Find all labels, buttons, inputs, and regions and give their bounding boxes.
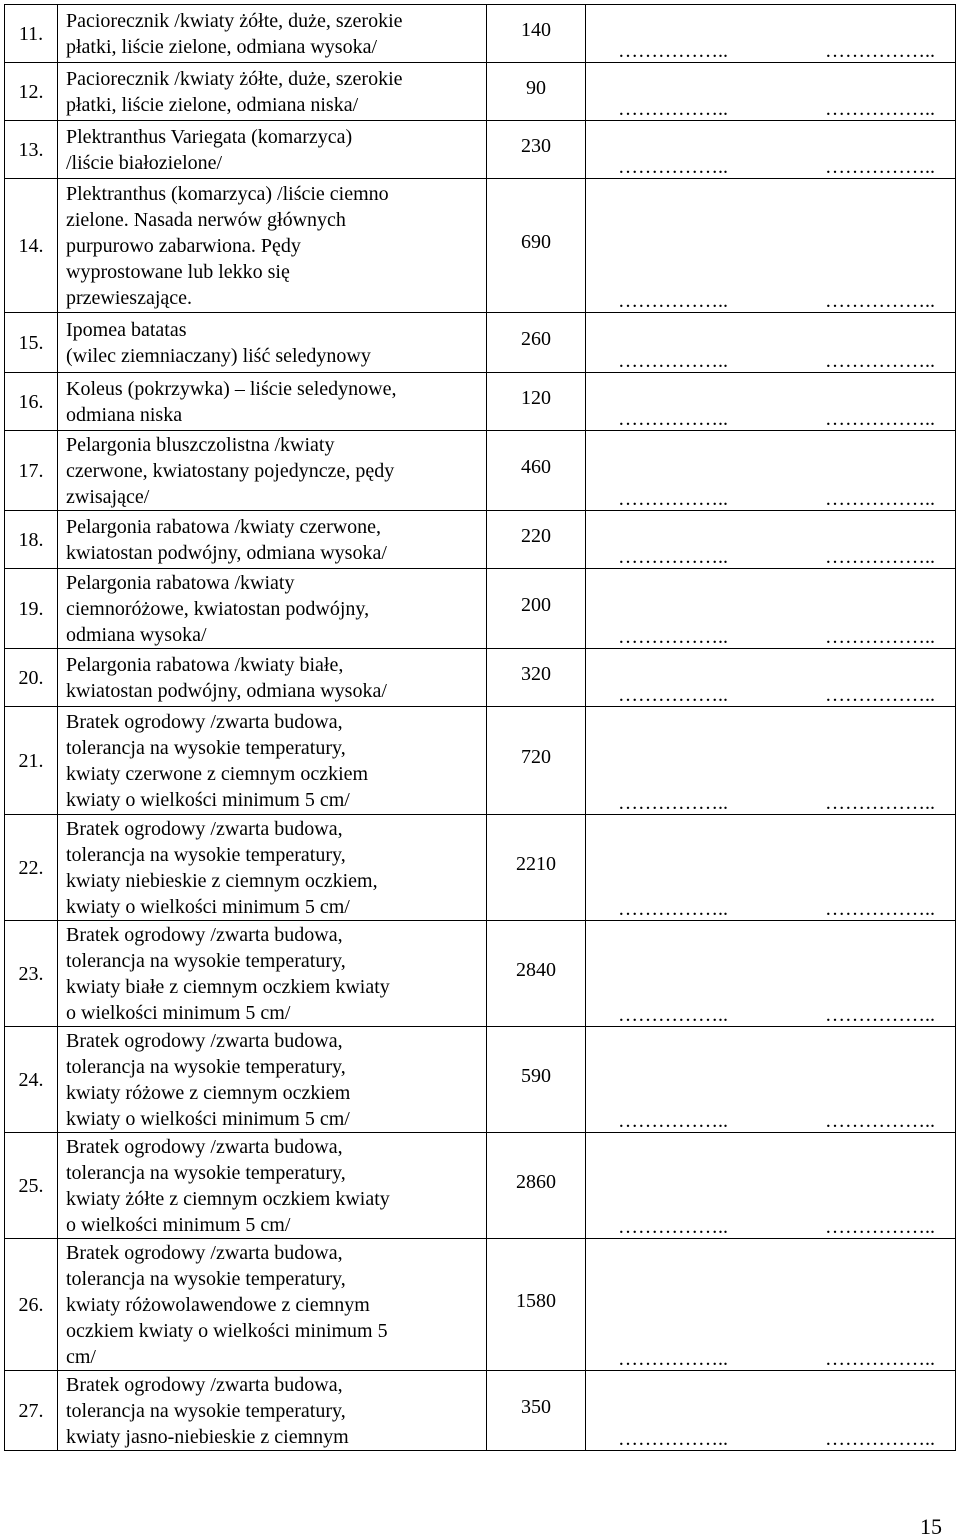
item-quantity: 350 xyxy=(487,1367,586,1447)
item-description xyxy=(58,431,487,511)
description-line: kwiaty czerwone z ciemnym oczkiem xyxy=(66,762,369,785)
unit-price-blank[interactable]: …………….. xyxy=(618,1110,728,1132)
price-fill-area xyxy=(586,431,956,511)
description-line: Paciorecznik /kwiaty żółte, duże, szerokie xyxy=(66,9,403,32)
item-quantity: 690 xyxy=(487,175,586,309)
row-number: 26. xyxy=(5,1239,58,1371)
table-row xyxy=(5,815,956,921)
price-fill-area xyxy=(586,121,956,179)
item-description xyxy=(58,707,487,815)
total-value-blank[interactable]: …………….. xyxy=(825,40,935,62)
description-line: kwiaty o wielkości minimum 5 cm/ xyxy=(66,788,350,811)
unit-price-blank[interactable]: …………….. xyxy=(618,1216,728,1238)
description-line: kwiatostan podwójny, odmiana wysoka/ xyxy=(66,541,387,564)
item-description xyxy=(58,1371,487,1451)
row-number: 20. xyxy=(5,649,58,707)
unit-price-blank[interactable]: …………….. xyxy=(618,1348,728,1370)
row-number: 15. xyxy=(5,313,58,373)
description-line: kwiaty o wielkości minimum 5 cm/ xyxy=(66,1107,350,1130)
table-row xyxy=(5,5,956,63)
row-number: 21. xyxy=(5,707,58,815)
description-line: kwiaty różowe z ciemnym oczkiem xyxy=(66,1081,351,1104)
description-line: płatki, liście zielone, odmiana wysoka/ xyxy=(66,35,378,58)
total-value-blank[interactable]: …………….. xyxy=(825,1348,935,1370)
description-line: tolerancja na wysokie temperatury, xyxy=(66,1055,346,1078)
table-row xyxy=(5,1239,956,1371)
price-fill-area xyxy=(586,1027,956,1133)
row-number: 13. xyxy=(5,121,58,179)
table-row xyxy=(5,63,956,121)
item-quantity: 140 xyxy=(487,1,586,59)
row-number: 12. xyxy=(5,63,58,121)
description-line: tolerancja na wysokie temperatury, xyxy=(66,949,346,972)
description-line: (wilec ziemniaczany) liść seledynowy xyxy=(66,344,371,367)
price-fill-area xyxy=(586,373,956,431)
item-quantity: 590 xyxy=(487,1023,586,1129)
description-line: kwiaty żółte z ciemnym oczkiem kwiaty xyxy=(66,1187,390,1210)
item-description xyxy=(58,63,487,121)
table-row xyxy=(5,373,956,431)
description-line: odmiana wysoka/ xyxy=(66,623,207,646)
description-line: kwiaty różowolawendowe z ciemnym xyxy=(66,1293,370,1316)
total-value-blank[interactable]: …………….. xyxy=(825,1216,935,1238)
table-row xyxy=(5,431,956,511)
total-value-blank[interactable]: …………….. xyxy=(825,156,935,178)
item-quantity: 2860 xyxy=(487,1129,586,1235)
table-row xyxy=(5,511,956,569)
description-line: Plektranthus Variegata (komarzyca) xyxy=(66,125,353,148)
total-value-blank[interactable]: …………….. xyxy=(825,488,935,510)
description-line: odmiana niska xyxy=(66,403,183,426)
total-value-blank[interactable]: …………….. xyxy=(825,1110,935,1132)
item-quantity: 460 xyxy=(487,427,586,507)
item-description xyxy=(58,179,487,313)
item-quantity: 260 xyxy=(487,309,586,369)
description-line: Pelargonia rabatowa /kwiaty xyxy=(66,571,295,594)
item-quantity: 220 xyxy=(487,507,586,565)
description-line: cm/ xyxy=(66,1345,96,1368)
price-fill-area xyxy=(586,649,956,707)
price-fill-area xyxy=(586,5,956,63)
item-quantity: 120 xyxy=(487,369,586,427)
description-line: kwiaty niebieskie z ciemnym oczkiem, xyxy=(66,869,378,892)
item-quantity: 2840 xyxy=(487,917,586,1023)
unit-price-blank[interactable]: …………….. xyxy=(618,290,728,312)
total-value-blank[interactable]: …………….. xyxy=(825,350,935,372)
description-line: Pelargonia rabatowa /kwiaty czerwone, xyxy=(66,515,382,538)
price-fill-area xyxy=(586,313,956,373)
unit-price-blank[interactable]: …………….. xyxy=(618,792,728,814)
item-description xyxy=(58,373,487,431)
description-line: Bratek ogrodowy /zwarta budowa, xyxy=(66,1373,343,1396)
total-value-blank[interactable]: …………….. xyxy=(825,1004,935,1026)
description-line: /liście białozielone/ xyxy=(66,151,223,174)
item-quantity: 720 xyxy=(487,703,586,811)
description-line: oczkiem kwiaty o wielkości minimum 5 xyxy=(66,1319,388,1342)
description-line: o wielkości minimum 5 cm/ xyxy=(66,1213,291,1236)
row-number: 27. xyxy=(5,1371,58,1451)
table-row xyxy=(5,649,956,707)
item-quantity: 1580 xyxy=(487,1235,586,1367)
item-description xyxy=(58,569,487,649)
description-line: zwisające/ xyxy=(66,485,150,508)
description-line: tolerancja na wysokie temperatury, xyxy=(66,1399,346,1422)
item-description xyxy=(58,1239,487,1371)
item-description xyxy=(58,511,487,569)
table-row xyxy=(5,121,956,179)
item-description xyxy=(58,1133,487,1239)
description-line: przewieszające. xyxy=(66,286,193,309)
table-row xyxy=(5,569,956,649)
table-row xyxy=(5,921,956,1027)
item-description xyxy=(58,649,487,707)
table-body xyxy=(5,5,956,1451)
unit-price-blank[interactable]: …………….. xyxy=(618,488,728,510)
description-line: Bratek ogrodowy /zwarta budowa, xyxy=(66,1135,343,1158)
unit-price-blank[interactable]: …………….. xyxy=(618,684,728,706)
description-line: tolerancja na wysokie temperatury, xyxy=(66,736,346,759)
total-value-blank[interactable]: …………….. xyxy=(825,898,935,920)
order-table xyxy=(4,4,956,1451)
table-row xyxy=(5,1027,956,1133)
description-line: Plektranthus (komarzyca) /liście ciemno xyxy=(66,182,389,205)
item-quantity: 200 xyxy=(487,565,586,645)
row-number: 23. xyxy=(5,921,58,1027)
unit-price-blank[interactable]: …………….. xyxy=(618,1004,728,1026)
table-row xyxy=(5,313,956,373)
item-description xyxy=(58,921,487,1027)
description-line: Paciorecznik /kwiaty żółte, duże, szerokie xyxy=(66,67,403,90)
unit-price-blank[interactable]: …………….. xyxy=(618,626,728,648)
table-row xyxy=(5,707,956,815)
description-line: kwiatostan podwójny, odmiana wysoka/ xyxy=(66,679,387,702)
description-line: Bratek ogrodowy /zwarta budowa, xyxy=(66,923,343,946)
description-line: Ipomea batatas xyxy=(66,318,187,341)
description-line: Bratek ogrodowy /zwarta budowa, xyxy=(66,710,343,733)
description-line: Koleus (pokrzywka) – liście seledynowe, xyxy=(66,377,397,400)
row-number: 16. xyxy=(5,373,58,431)
price-fill-area xyxy=(586,63,956,121)
price-fill-area xyxy=(586,707,956,815)
row-number: 24. xyxy=(5,1027,58,1133)
row-number: 19. xyxy=(5,569,58,649)
unit-price-blank[interactable]: …………….. xyxy=(618,546,728,568)
price-fill-area xyxy=(586,1371,956,1451)
item-description xyxy=(58,1027,487,1133)
description-line: tolerancja na wysokie temperatury, xyxy=(66,1161,346,1184)
description-line: wyprostowane lub lekko się xyxy=(66,260,290,283)
description-line: kwiaty białe z ciemnym oczkiem kwiaty xyxy=(66,975,390,998)
price-fill-area xyxy=(586,921,956,1027)
description-line: Bratek ogrodowy /zwarta budowa, xyxy=(66,1241,343,1264)
unit-price-blank[interactable]: …………….. xyxy=(618,98,728,120)
item-description xyxy=(58,815,487,921)
item-description xyxy=(58,313,487,373)
unit-price-blank[interactable]: …………….. xyxy=(618,350,728,372)
row-number: 11. xyxy=(5,5,58,63)
description-line: Pelargonia bluszczolistna /kwiaty xyxy=(66,433,335,456)
description-line: Bratek ogrodowy /zwarta budowa, xyxy=(66,817,343,840)
description-line: ciemnoróżowe, kwiatostan podwójny, xyxy=(66,597,370,620)
description-line: tolerancja na wysokie temperatury, xyxy=(66,843,346,866)
row-number: 22. xyxy=(5,815,58,921)
row-number: 17. xyxy=(5,431,58,511)
description-line: kwiaty jasno-niebieskie z ciemnym xyxy=(66,1425,349,1448)
item-quantity: 320 xyxy=(487,645,586,703)
price-fill-area xyxy=(586,511,956,569)
description-line: Pelargonia rabatowa /kwiaty białe, xyxy=(66,653,344,676)
unit-price-blank[interactable]: …………….. xyxy=(618,1428,728,1450)
total-value-blank[interactable]: …………….. xyxy=(825,290,935,312)
description-line: kwiaty o wielkości minimum 5 cm/ xyxy=(66,895,350,918)
description-line: Bratek ogrodowy /zwarta budowa, xyxy=(66,1029,343,1052)
table-row xyxy=(5,179,956,313)
total-value-blank[interactable]: …………….. xyxy=(825,684,935,706)
row-number: 14. xyxy=(5,179,58,313)
price-fill-area xyxy=(586,815,956,921)
row-number: 25. xyxy=(5,1133,58,1239)
description-line: purpurowo zabarwiona. Pędy xyxy=(66,234,301,257)
unit-price-blank[interactable]: …………….. xyxy=(618,898,728,920)
total-value-blank[interactable]: …………….. xyxy=(825,1428,935,1450)
item-description xyxy=(58,121,487,179)
description-line: o wielkości minimum 5 cm/ xyxy=(66,1001,291,1024)
price-fill-area xyxy=(586,1239,956,1371)
item-quantity: 2210 xyxy=(487,811,586,917)
row-number: 18. xyxy=(5,511,58,569)
unit-price-blank[interactable]: …………….. xyxy=(618,156,728,178)
item-quantity: 230 xyxy=(487,117,586,175)
total-value-blank[interactable]: …………….. xyxy=(825,792,935,814)
total-value-blank[interactable]: …………….. xyxy=(825,546,935,568)
item-description xyxy=(58,5,487,63)
page-number: 15 xyxy=(920,1514,942,1539)
description-line: tolerancja na wysokie temperatury, xyxy=(66,1267,346,1290)
description-line: czerwone, kwiatostany pojedyncze, pędy xyxy=(66,459,395,482)
total-value-blank[interactable]: …………….. xyxy=(825,408,935,430)
table-row xyxy=(5,1371,956,1451)
total-value-blank[interactable]: …………….. xyxy=(825,626,935,648)
total-value-blank[interactable]: …………….. xyxy=(825,98,935,120)
item-quantity: 90 xyxy=(487,59,586,117)
price-fill-area xyxy=(586,1133,956,1239)
unit-price-blank[interactable]: …………….. xyxy=(618,40,728,62)
price-fill-area xyxy=(586,569,956,649)
price-fill-area xyxy=(586,179,956,313)
description-line: zielone. Nasada nerwów głównych xyxy=(66,208,346,231)
unit-price-blank[interactable]: …………….. xyxy=(618,408,728,430)
description-line: płatki, liście zielone, odmiana niska/ xyxy=(66,93,359,116)
table-row xyxy=(5,1133,956,1239)
